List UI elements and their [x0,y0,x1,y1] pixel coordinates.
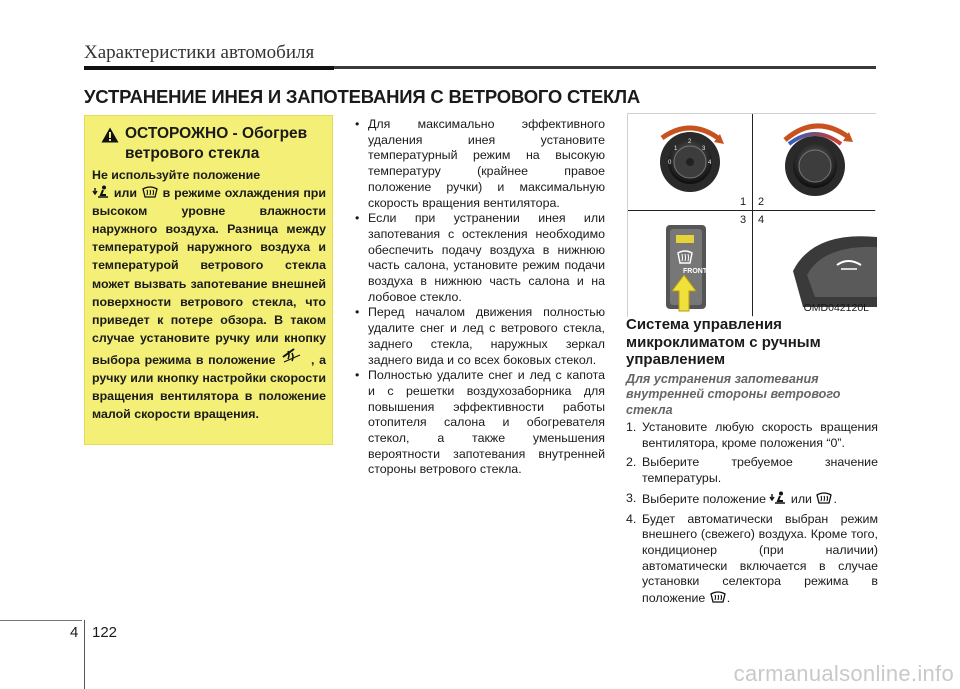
step-number: 1. [626,420,637,434]
knob-mark: 0 [668,160,672,166]
figure-divider-horizontal [628,210,875,211]
section-title: УСТРАНЕНИЕ ИНЕЯ И ЗАПОТЕВАНИЯ С ВЕТРОВОГО СТЕКЛА [84,86,641,107]
section-heading: Система управления микроклиматом с ручным управлением [626,316,821,368]
figure-label-2: 2 [758,196,765,208]
windshield-defrost-icon [141,185,159,199]
figure-code: OMD042120L [803,302,869,314]
windshield-defrost-icon [815,491,833,505]
step-number: 3. [626,490,637,505]
tip-item: • Для максимально эффективного удаления инея установите температурный режим на высокую температуру (крайнее правое положение ручки) и максимальную скорость вращения вентилятора. [354,117,605,211]
manual-control-section [626,316,878,611]
warning-text-part2: в режиме охлаждения при высоком уровне влажности наружного воздуха. Разница между температурой наружного воздуха и температурой ветрового стекла может вызвать запотевание внешней поверхности ветрового стекла, что приведет к потере обзора. В таком случае установите ручку или кнопку выбора режима в положение [92,186,326,367]
step-text: Выберите требуемое значение температуры. [642,455,878,486]
knob-mark: 3 [702,146,706,152]
front-label: FRONT [683,268,708,275]
tip-item: • Полностью удалите снег и лед с капота и с решетки воздухозаборника для повышения эффективности работы отопителя салона и обогревателя стекол, а также уменьшения вероятности запотевания внутренней стороны ветрового стекла. [354,368,605,478]
windshield-defrost-icon [709,590,727,604]
warning-subtitle: ветрового стекла [125,145,260,162]
steps-list [626,420,878,607]
page-number: 122 [92,624,118,641]
figure-divider-vertical [752,114,753,316]
tip-item: • Перед началом движения полностью удалите снег и лед с ветрового стекла, заднего стекла, наружных зеркал заднего вида и со всех боковых стекол. [354,305,605,368]
warning-text-part1: Не используйте положение [92,168,261,182]
step-item [626,512,878,607]
step-item [626,420,878,451]
floor-defrost-icon [769,491,787,505]
step-text-or: или [790,491,812,506]
step-item [626,455,878,486]
figure-label-4: 4 [758,214,765,226]
warning-text [92,166,326,423]
footer-rule [0,620,82,621]
step-item [626,491,878,508]
floor-defrost-icon [92,185,110,199]
tip-item: • Если при устранении инея или запотевания с остекления необходимо обеспечить подачу воздуха в нижнюю часть салона, установите режим подачи воздуха в нижнюю часть салона и на лобовое стекло. [354,211,605,305]
step-text-end: . [833,491,837,506]
temperature-knob-image [753,114,877,210]
chapter-title: Характеристики автомобиля [84,42,315,63]
tips-list [354,117,605,478]
fan-speed-knob-image [628,114,752,210]
step-text-end: . [726,591,731,606]
chapter-number: 4 [70,624,79,641]
knob-mark: 2 [688,139,692,145]
knob-mark: 1 [674,146,678,152]
section-subheading: Для устранения запотевания внутренней стороны ветрового стекла [626,371,841,417]
step-text: Выберите положение [642,491,766,506]
knob-mark: 4 [708,160,712,166]
footer-divider [84,620,85,689]
figure-label-1: 1 [740,196,747,208]
step-number: 2. [626,455,637,470]
warning-box [84,115,333,445]
climate-control-figure [627,113,876,317]
step-number: 4. [626,511,637,526]
step-text: Будет автоматически выбран режим внешнего (свежего) воздуха. Кроме того, кондиционер (при наличии) автоматически включается в случае установки селектора режима в положение [642,511,878,606]
step-text: Установите любую скорость вращения вентилятора, кроме положения “0”. [642,420,878,450]
front-defrost-button-image [628,211,752,317]
warning-title: ОСТОРОЖНО - Обогрев [125,125,308,142]
figure-label-3: 3 [740,214,747,226]
warning-text-or: или [113,186,137,201]
warning-text-part3: , а ручку или кнопку настройки скорости вращения вентилятора в положение малой скорости вращения. [92,352,326,422]
windshield-defrost-icon-2 [280,347,306,365]
warning-triangle-icon [101,127,119,143]
watermark: carmanualsonline.info [733,661,954,686]
header-rule-accent [84,66,334,70]
